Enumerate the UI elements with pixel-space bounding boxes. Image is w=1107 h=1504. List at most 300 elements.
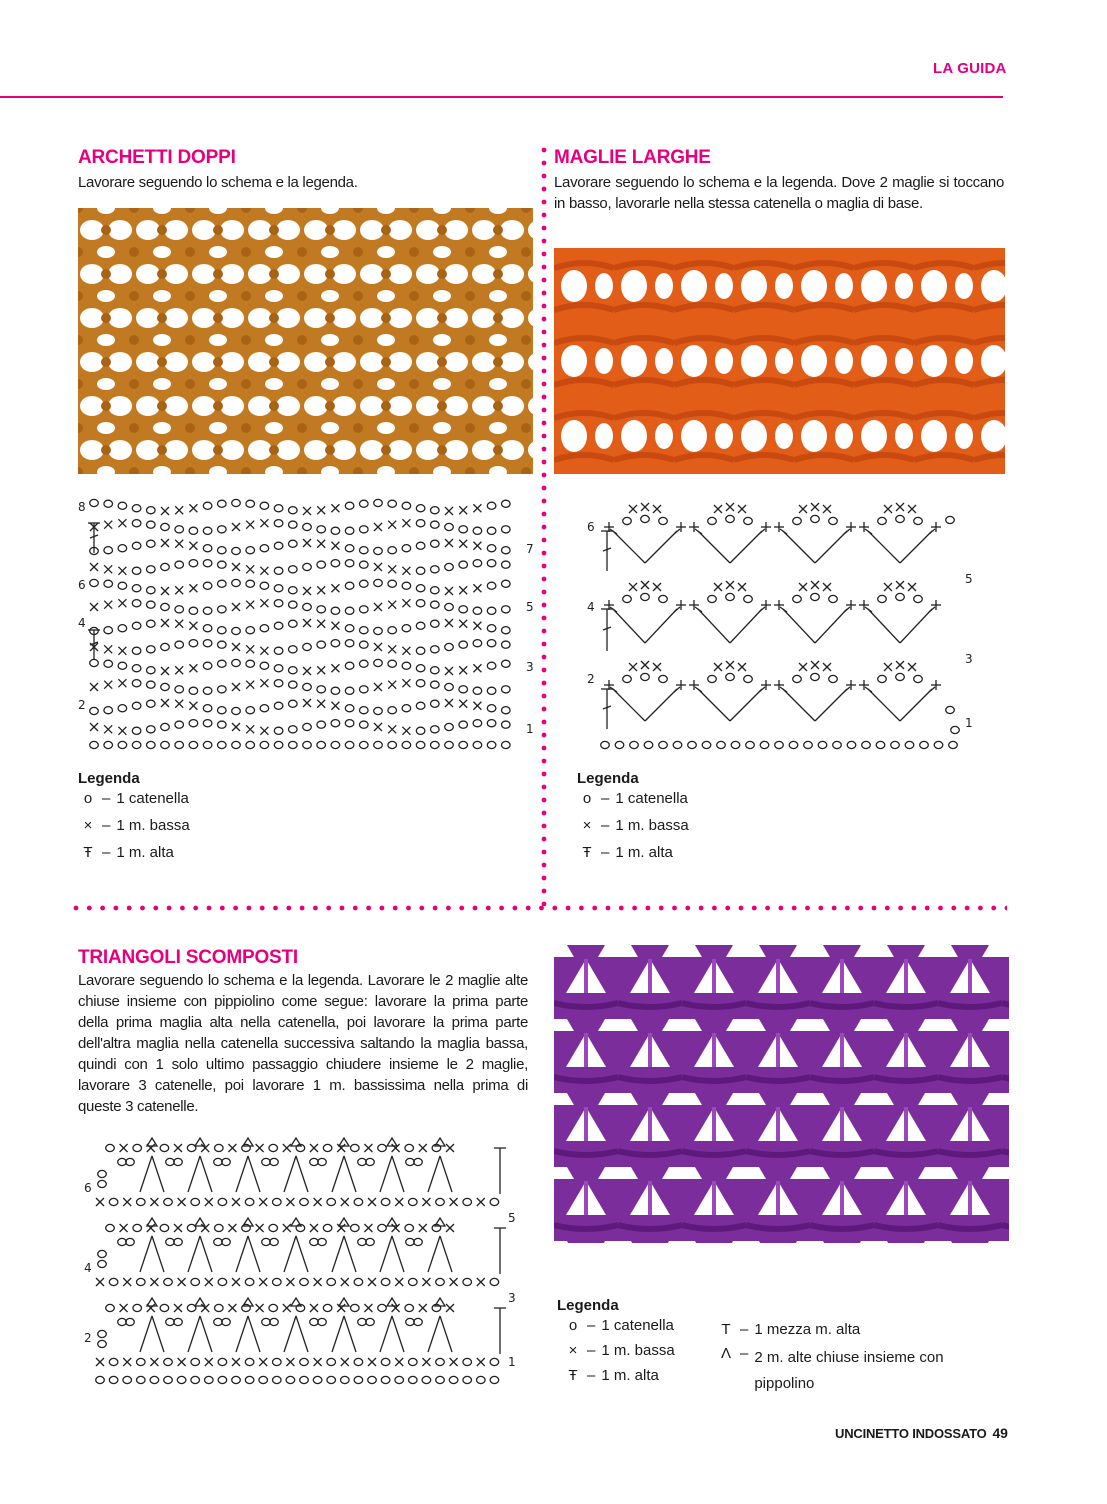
half-double-crochet-symbol: [494, 1148, 506, 1194]
chain-symbol: [414, 1238, 423, 1245]
single-crochet-symbol: [123, 1358, 131, 1366]
chain-symbol: [388, 707, 397, 714]
divider-dot: [619, 906, 624, 911]
single-crochet-symbol: [260, 567, 268, 575]
chain-symbol: [289, 726, 298, 733]
chain-symbol: [477, 1376, 486, 1383]
chain-symbol: [300, 1358, 309, 1365]
chain-symbol: [137, 1278, 146, 1285]
divider-dot: [380, 906, 385, 911]
divider-dot: [542, 525, 547, 530]
chain-symbol: [487, 502, 496, 509]
chain-symbol: [388, 627, 397, 634]
single-crochet-symbol: [392, 1304, 400, 1312]
single-crochet-symbol: [178, 1278, 186, 1286]
chain-symbol: [189, 560, 198, 567]
chain-symbol: [436, 1376, 445, 1383]
legend-label: 1 m. alta: [615, 843, 673, 861]
single-crochet-symbol: [402, 599, 410, 607]
chain-symbol: [360, 627, 369, 634]
chain-symbol: [203, 625, 212, 632]
legend-item-chain: o – 1 catenella: [78, 787, 190, 809]
section-header-label: LA GUIDA: [933, 60, 1007, 77]
chain-symbol: [246, 660, 255, 667]
chain-symbol: [409, 1358, 418, 1365]
single-crochet-symbol: [896, 661, 904, 669]
chain-symbol: [630, 741, 639, 748]
chain-symbol: [487, 545, 496, 552]
divider-dot: [542, 681, 547, 686]
chain-symbol: [345, 741, 354, 748]
single-crochet-symbol: [228, 1144, 236, 1152]
chain-symbol: [218, 660, 227, 667]
chain-symbol: [189, 720, 198, 727]
chain-symbol: [317, 686, 326, 693]
chain-symbol: [502, 627, 511, 634]
chain-symbol: [289, 521, 298, 528]
chain-symbol: [104, 500, 113, 507]
single-crochet-symbol: [205, 1278, 213, 1286]
single-crochet-symbol: [286, 1358, 294, 1366]
chain-symbol: [118, 705, 127, 712]
legend-triangoli: [557, 1297, 675, 1386]
row-number: 2: [78, 698, 86, 712]
chain-symbol: [327, 1278, 336, 1285]
chain-symbol: [487, 607, 496, 614]
divider-dot: [180, 906, 185, 911]
chain-symbol: [354, 1376, 363, 1383]
single-crochet-symbol: [96, 1358, 104, 1366]
chain-symbol: [289, 587, 298, 594]
divider-dot: [712, 906, 717, 911]
divider-dot: [542, 616, 547, 621]
chain-symbol: [118, 545, 127, 552]
chain-symbol: [161, 723, 170, 730]
chain-symbol: [731, 741, 740, 748]
single-crochet-symbol: [120, 1144, 128, 1152]
chain-symbol: [473, 640, 482, 647]
single-crochet-symbol: [314, 1198, 322, 1206]
divider-dot: [542, 785, 547, 790]
chain-symbol: [345, 607, 354, 614]
chart-triangoli-scomposti: [80, 1130, 530, 1390]
chain-symbol: [388, 660, 397, 667]
chain-symbol: [641, 593, 650, 600]
chain-symbol: [218, 741, 227, 748]
chain-symbol: [214, 1318, 223, 1325]
legend-label: 1 m. alta: [601, 1366, 659, 1384]
single-crochet-symbol: [286, 1278, 294, 1286]
legend-label: 1 m. alta: [116, 843, 174, 861]
chain-symbol: [436, 1278, 445, 1285]
divider-dot: [792, 906, 797, 911]
single-crochet-symbol: [811, 661, 819, 669]
single-crochet-symbol: [317, 620, 325, 628]
divider-dot: [542, 486, 547, 491]
single-crochet-symbol: [256, 1224, 264, 1232]
chain-symbol: [416, 585, 425, 592]
single-crochet-symbol: [445, 587, 453, 595]
chain-symbol: [310, 1238, 319, 1245]
chain-symbol: [360, 561, 369, 568]
single-crochet-symbol: [189, 702, 197, 710]
row-number: 1: [526, 722, 534, 736]
chain-symbol: [431, 700, 440, 707]
chain-symbol: [896, 515, 905, 522]
chain-symbol: [374, 707, 383, 714]
single-crochet-symbol: [459, 506, 467, 514]
single-crochet-symbol: [629, 505, 637, 513]
chain-symbol: [317, 606, 326, 613]
chain-symbol: [147, 587, 156, 594]
v-stitch-group: [859, 661, 941, 721]
chain-symbol: [804, 741, 813, 748]
single-crochet-symbol: [260, 727, 268, 735]
chain-symbol: [133, 1304, 142, 1311]
chain-symbol: [793, 675, 802, 682]
chain-symbol: [502, 741, 511, 748]
single-crochet-symbol: [392, 1224, 400, 1232]
divider-dot: [542, 213, 547, 218]
chain-symbol: [260, 502, 269, 509]
row-number: 2: [587, 672, 595, 686]
single-crochet-symbol: [450, 1198, 458, 1206]
single-crochet-symbol: [232, 1198, 240, 1206]
single-crochet-symbol: [175, 666, 183, 674]
chain-symbol: [218, 561, 227, 568]
single-crochet-symbol: [641, 581, 649, 589]
divider-dot: [542, 447, 547, 452]
divider-dot: [818, 906, 823, 911]
v-stitch-group: [604, 581, 686, 643]
single-crochet-symbol: [395, 1278, 403, 1286]
vertical-dotted-divider: [539, 146, 549, 906]
chart-maglie-larghe: [585, 495, 985, 755]
divider-dot: [114, 906, 119, 911]
single-crochet-symbol: [331, 702, 339, 710]
single-crochet-symbol: [446, 1304, 454, 1312]
chain-symbol: [126, 1158, 135, 1165]
single-crochet-symbol: [118, 647, 126, 655]
single-crochet-symbol: [477, 1358, 485, 1366]
chain-symbol: [406, 1238, 415, 1245]
legend-title: Legenda: [577, 770, 639, 787]
chain-symbol: [269, 1144, 278, 1151]
chain-symbol: [431, 587, 440, 594]
chain-symbol: [90, 707, 99, 714]
divider-dot: [779, 906, 784, 911]
chain-symbol: [345, 560, 354, 567]
chain-symbol: [402, 582, 411, 589]
chain-symbol: [946, 516, 955, 523]
single-crochet-symbol: [726, 503, 734, 511]
chain-symbol: [896, 593, 905, 600]
chain-symbol: [270, 1158, 279, 1165]
single-crochet-symbol: [459, 540, 467, 548]
chain-symbol: [891, 741, 900, 748]
chain-symbol: [388, 741, 397, 748]
chain-symbol: [106, 1144, 115, 1151]
divider-dot: [406, 906, 411, 911]
chain-symbol: [358, 1238, 367, 1245]
row-number: 4: [78, 616, 86, 630]
chain-symbol: [109, 1376, 118, 1383]
row-number: 6: [84, 1181, 92, 1195]
chain-symbol: [205, 1376, 214, 1383]
single-crochet-symbol: [189, 622, 197, 630]
chain-symbol: [644, 741, 653, 748]
chain-symbol: [262, 1318, 271, 1325]
chain-symbol: [189, 640, 198, 647]
chain-symbol: [300, 1278, 309, 1285]
chain-symbol: [274, 702, 283, 709]
chain-symbol: [878, 675, 887, 682]
single-crochet-symbol: [459, 586, 467, 594]
legend-label: 1 m. bassa: [615, 816, 689, 834]
chain-symbol: [502, 547, 511, 554]
chain-symbol: [104, 580, 113, 587]
chain-symbol: [920, 741, 929, 748]
single-crochet-symbol: [368, 1278, 376, 1286]
chain-symbol: [203, 662, 212, 669]
divider-dot: [542, 668, 547, 673]
divider-dot: [542, 694, 547, 699]
chain-symbol: [269, 1304, 278, 1311]
chain-symbol-icon: o: [83, 789, 93, 807]
chain-symbol: [175, 641, 184, 648]
row-number: 3: [508, 1291, 516, 1305]
single-crochet-symbol: [364, 1144, 372, 1152]
chain-symbol: [323, 1304, 332, 1311]
single-crochet-symbol: [161, 587, 169, 595]
chain-symbol: [946, 706, 955, 713]
chain-symbol: [708, 517, 717, 524]
chain-symbol: [310, 1318, 319, 1325]
legend-item-double: Ŧ – 1 m. alta: [78, 841, 190, 863]
chain-symbol: [409, 1198, 418, 1205]
chain-symbol: [374, 499, 383, 506]
chain-symbol: [615, 741, 624, 748]
chain-symbol: [303, 603, 312, 610]
chain-symbol: [934, 741, 943, 748]
chain-symbol: [406, 1158, 415, 1165]
chain-symbol: [409, 1278, 418, 1285]
chain-symbol: [416, 567, 425, 574]
row-number: 4: [587, 600, 595, 614]
chain-symbol: [702, 741, 711, 748]
chain-symbol: [104, 627, 113, 634]
chain-symbol: [360, 741, 369, 748]
single-crochet-symbol: [104, 565, 112, 573]
single-crochet-symbol: [364, 1304, 372, 1312]
single-crochet-symbol: [653, 505, 661, 513]
divider-dot: [646, 906, 651, 911]
section-text-archetti: Lavorare seguendo lo schema e la legenda.: [78, 174, 358, 191]
chain-symbol: [118, 502, 127, 509]
chain-symbol: [378, 1224, 387, 1231]
chain-symbol: [490, 1198, 499, 1205]
legend-item-single: × – 1 m. bassa: [563, 1339, 675, 1361]
chain-symbol: [161, 741, 170, 748]
chain-symbol: [502, 721, 511, 728]
chain-symbol: [289, 566, 298, 573]
chain-symbol: [416, 520, 425, 527]
chain-symbol: [502, 561, 511, 568]
chain-symbol: [688, 741, 697, 748]
chain-symbol: [274, 505, 283, 512]
chain-symbol: [502, 707, 511, 714]
chain-symbol: [445, 683, 454, 690]
divider-dot: [74, 906, 79, 911]
single-crochet-symbol: [629, 663, 637, 671]
cluster-picot-symbol: [188, 1138, 212, 1192]
divider-dot: [193, 906, 198, 911]
divider-dot: [991, 906, 996, 911]
chain-symbol: [189, 741, 198, 748]
divider-dot: [542, 577, 547, 582]
half-double-crochet-symbol: [494, 1228, 506, 1274]
chain-symbol-icon: o: [568, 1316, 578, 1334]
chain-symbol: [203, 720, 212, 727]
divider-dot: [542, 603, 547, 608]
chain-symbol: [318, 1238, 327, 1245]
chain-symbol: [161, 603, 170, 610]
chain-symbol: [260, 741, 269, 748]
chain-symbol: [726, 593, 735, 600]
v-stitch-group: [689, 661, 771, 721]
divider-dot: [542, 759, 547, 764]
chain-symbol: [98, 1170, 107, 1177]
chain-symbol: [331, 560, 340, 567]
divider-dot: [542, 642, 547, 647]
chain-symbol: [422, 1376, 431, 1383]
chain-symbol: [215, 1144, 224, 1151]
single-crochet-symbol: [175, 540, 183, 548]
single-crochet-symbol: [161, 539, 169, 547]
chain-symbol: [147, 620, 156, 627]
single-crochet-symbol: [641, 503, 649, 511]
row-number: 1: [965, 716, 973, 730]
divider-dot: [100, 906, 105, 911]
row-number: 6: [78, 578, 86, 592]
divider-dot: [542, 564, 547, 569]
divider-dot: [925, 906, 930, 911]
chain-symbol: [360, 707, 369, 714]
chain-symbol: [313, 1376, 322, 1383]
single-crochet-symbol: [341, 1278, 349, 1286]
single-crochet-symbol: [246, 601, 254, 609]
double-crochet-symbol: [88, 630, 100, 660]
single-crochet-symbol: [653, 583, 661, 591]
chain-symbol: [402, 545, 411, 552]
chain-symbol: [109, 1358, 118, 1365]
chain-symbol: [345, 502, 354, 509]
chain-symbol: [106, 1224, 115, 1231]
single-crochet-symbol: [175, 620, 183, 628]
chain-symbol: [218, 1198, 227, 1205]
divider-dot: [872, 906, 877, 911]
chain-symbol: [473, 741, 482, 748]
chain-symbol: [270, 1238, 279, 1245]
single-crochet-symbol: [896, 503, 904, 511]
divider-dot: [542, 837, 547, 842]
single-crochet-symbol: [422, 1358, 430, 1366]
single-crochet-symbol: [823, 663, 831, 671]
section-title-maglie: MAGLIE LARGHE: [554, 147, 711, 168]
single-crochet-symbol: [96, 1198, 104, 1206]
chain-symbol: [811, 673, 820, 680]
horizontal-dotted-divider: [72, 903, 1007, 913]
chain-symbol: [378, 1144, 387, 1151]
chain-symbol: [232, 741, 241, 748]
chain-symbol: [623, 595, 632, 602]
chain-symbol: [245, 1198, 254, 1205]
chain-symbol: [303, 741, 312, 748]
chain-symbol: [487, 582, 496, 589]
chain-symbol: [215, 1304, 224, 1311]
chain-symbol: [147, 681, 156, 688]
chain-symbol: [345, 527, 354, 534]
chain-symbol: [260, 545, 269, 552]
divider-dot: [499, 906, 504, 911]
v-stitch-group: [689, 503, 771, 563]
divider-dot: [542, 512, 547, 517]
divider-dot: [542, 174, 547, 179]
chain-symbol: [502, 580, 511, 587]
v-stitch-group: [604, 661, 686, 721]
divider-dot: [542, 252, 547, 257]
divider-dot: [566, 906, 571, 911]
single-crochet-symbol: [205, 1198, 213, 1206]
chain-symbol: [203, 502, 212, 509]
page-number: 49: [992, 1425, 1008, 1441]
chain-symbol: [414, 1158, 423, 1165]
chain-symbol: [232, 707, 241, 714]
legend-label: 1 mezza m. alta: [754, 1320, 861, 1338]
single-crochet-symbol: [314, 1278, 322, 1286]
single-crochet-symbol: [884, 663, 892, 671]
chain-symbol: [463, 1376, 472, 1383]
divider-dot: [858, 906, 863, 911]
single-crochet-symbol: [445, 507, 453, 515]
divider-dot: [542, 408, 547, 413]
divider-dot: [393, 906, 398, 911]
chain-symbol: [905, 741, 914, 748]
chain-symbol: [191, 1198, 200, 1205]
chain-symbol: [245, 1376, 254, 1383]
divider-dot: [542, 395, 547, 400]
chain-symbol: [490, 1376, 499, 1383]
chain-symbol: [164, 1278, 173, 1285]
legend-item-double: Ŧ – 1 m. alta: [563, 1364, 675, 1386]
chain-symbol: [331, 720, 340, 727]
divider-dot: [542, 551, 547, 556]
chain-symbol: [274, 741, 283, 748]
magazine-name: UNCINETTO INDOSSATO: [835, 1426, 987, 1441]
divider-dot: [832, 906, 837, 911]
chain-symbol: [323, 1224, 332, 1231]
divider-dot: [542, 720, 547, 725]
chain-symbol: [487, 687, 496, 694]
single-crochet-symbol: [459, 620, 467, 628]
chain-symbol: [416, 727, 425, 734]
divider-dot: [752, 906, 757, 911]
single-crochet-symbol: [232, 643, 240, 651]
chain-symbol: [175, 721, 184, 728]
chain-symbol: [126, 1318, 135, 1325]
chain-symbol: [345, 705, 354, 712]
chain-symbol: [147, 521, 156, 528]
